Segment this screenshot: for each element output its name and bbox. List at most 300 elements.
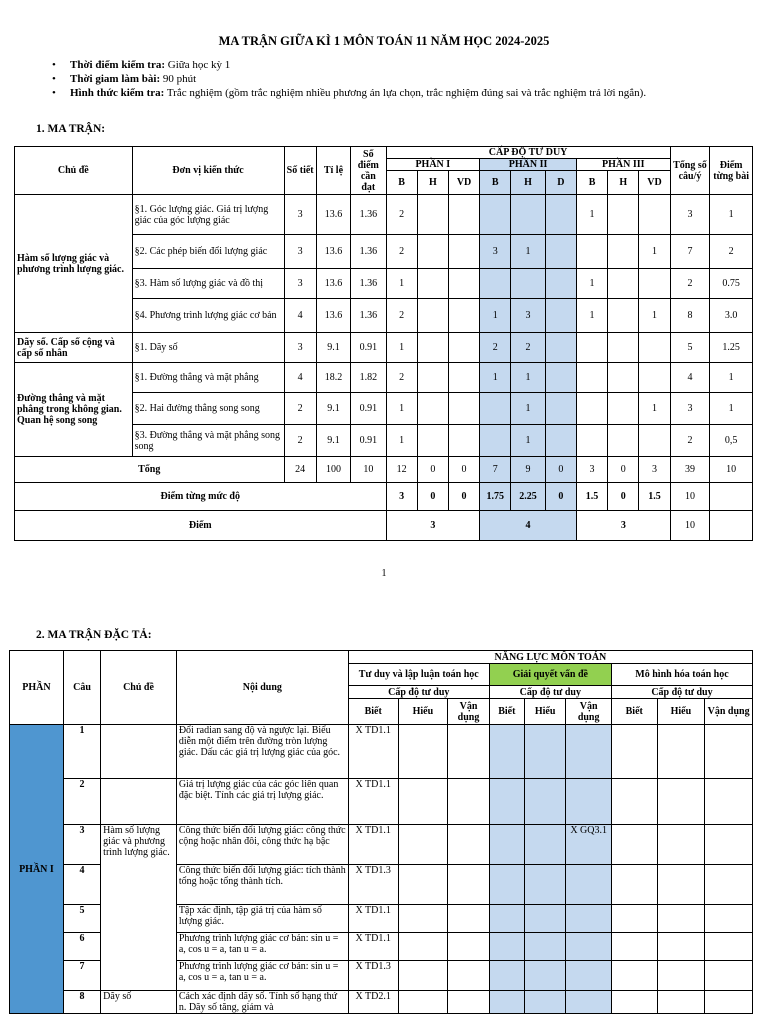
topic-empty-cell: [101, 725, 177, 779]
cell: 3: [670, 393, 710, 425]
section-heading-1: 1. MA TRẬN:: [36, 123, 106, 135]
cell: 0: [417, 483, 448, 511]
td-hieu: [398, 825, 448, 865]
gq-hieu: [524, 933, 565, 961]
col-nangluc: NĂNG LỰC MÔN TOÁN: [348, 651, 752, 664]
cell: 1: [639, 235, 670, 269]
cell: [608, 299, 639, 333]
sublevel-header: H: [417, 171, 448, 195]
sublevel-header: B: [386, 171, 417, 195]
col-chude: Chủ đề: [15, 147, 133, 195]
gq-biet: [489, 905, 524, 933]
mh-hieu: [657, 905, 705, 933]
cell: 4: [480, 511, 577, 541]
question-number: 1: [63, 725, 100, 779]
cell: 1: [480, 363, 511, 393]
cell: [576, 363, 607, 393]
td-biet: X TD2.1: [348, 991, 398, 1014]
cell: 13.6: [316, 299, 350, 333]
gq-vandung: [566, 961, 612, 991]
sub-biet: Biết: [611, 699, 657, 725]
mh-vandung: [705, 865, 753, 905]
col-phan: PHẦN: [10, 651, 64, 725]
sub-biet: Biết: [489, 699, 524, 725]
unit-cell: §3. Đường thẳng và mặt phẳng song song: [132, 425, 284, 457]
cell: 1.25: [710, 333, 753, 363]
content-cell: Phương trình lượng giác cơ bản: sin u = a, cos u = a, tan u = a.: [176, 933, 348, 961]
page-title: MA TRẬN GIỮA KÌ 1 MÔN TOÁN 11 NĂM HỌC 2024-2025: [218, 34, 550, 48]
td-vandung: [448, 961, 489, 991]
col-cau: Câu: [63, 651, 100, 725]
cell: [545, 333, 576, 363]
td-vandung: [448, 825, 489, 865]
cell: 3: [639, 457, 670, 483]
td-hieu: [398, 961, 448, 991]
gq-hieu: [524, 905, 565, 933]
cell: 24: [284, 457, 316, 483]
cell: [545, 425, 576, 457]
cell: [417, 363, 448, 393]
col-capdo-mh: Cấp độ tư duy: [611, 686, 752, 699]
cell: 9: [511, 457, 545, 483]
cell: 5: [670, 333, 710, 363]
topic-cell: Dãy số: [101, 991, 177, 1014]
cell: 1: [710, 363, 753, 393]
mh-biet: [611, 725, 657, 779]
mh-vandung: [705, 961, 753, 991]
cell: [448, 425, 479, 457]
gq-hieu: [524, 725, 565, 779]
cell: 0: [448, 483, 479, 511]
info-item: • Hình thức kiểm tra: Trắc nghiệm (gồm trắc nghiệm nhiều phương án lựa chọn, trắc nghiệm đúng sai và trắc nghiệm trả lời ngắn).: [52, 86, 646, 100]
td-hieu: [398, 991, 448, 1014]
cell: 9.1: [316, 333, 350, 363]
cell: 1.36: [351, 235, 386, 269]
sub-vandung: Vận dụng: [566, 699, 612, 725]
spec-table: [9, 650, 753, 1014]
td-biet: X TD1.3: [348, 961, 398, 991]
cell: 0,5: [710, 425, 753, 457]
col-capdo-td: Cấp độ tư duy: [348, 686, 489, 699]
cell: 2: [284, 393, 316, 425]
cell: 0.91: [351, 393, 386, 425]
sublevel-header: H: [511, 171, 545, 195]
cell: 1: [576, 269, 607, 299]
cell: [417, 425, 448, 457]
cell: 3: [284, 333, 316, 363]
td-hieu: [398, 725, 448, 779]
table-row: [15, 333, 753, 363]
cell: 3: [576, 511, 670, 541]
sublevel-header: D: [545, 171, 576, 195]
td-vandung: [448, 779, 489, 825]
table-row: [15, 195, 753, 235]
cell: [511, 195, 545, 235]
table-row: [10, 991, 753, 1014]
gq-vandung: X GQ3.1: [566, 825, 612, 865]
cell: 2: [670, 425, 710, 457]
cell: [417, 333, 448, 363]
col-tile: Tỉ lệ: [316, 147, 350, 195]
cell: 3: [284, 195, 316, 235]
unit-cell: §4. Phương trình lượng giác cơ bản: [132, 299, 284, 333]
cell: [576, 425, 607, 457]
gq-biet: [489, 933, 524, 961]
cell: 0.91: [351, 425, 386, 457]
td-biet: X TD1.1: [348, 825, 398, 865]
sub-vandung: Vận dụng: [705, 699, 753, 725]
sublevel-header: VD: [448, 171, 479, 195]
cell: 0: [608, 457, 639, 483]
cell: 3: [670, 195, 710, 235]
cell: 0.91: [351, 333, 386, 363]
content-cell: Tập xác định, tập giá trị của hàm số lượng giác.: [176, 905, 348, 933]
content-cell: Đổi radian sang độ và ngược lại. Biểu diễn một điểm trên đường tròn lượng giác. Dấu các giá trị lượng giác của góc.: [176, 725, 348, 779]
cell: [417, 393, 448, 425]
cell: [545, 299, 576, 333]
cell: 3: [386, 483, 417, 511]
info-item: • Thời điểm kiểm tra: Giữa học kỳ 1: [52, 58, 646, 72]
topic-cell: Hàm số lượng giác và phương trình lượng giác.: [15, 195, 133, 333]
cell: [639, 269, 670, 299]
question-number: 5: [63, 905, 100, 933]
topic-cell: Hàm số lượng giác và phương trình lượng giác.: [101, 825, 177, 991]
td-biet: X TD1.3: [348, 865, 398, 905]
content-cell: Phương trình lượng giác cơ bản: sin u = a, cos u = a, tan u = a.: [176, 961, 348, 991]
mh-hieu: [657, 725, 705, 779]
cell: 3: [576, 457, 607, 483]
cell: [545, 195, 576, 235]
cell: [545, 269, 576, 299]
cell: 12: [386, 457, 417, 483]
cell: 2.25: [511, 483, 545, 511]
sub-hieu: Hiểu: [524, 699, 565, 725]
cell: Tổng: [15, 457, 285, 483]
sublevel-header: VD: [639, 171, 670, 195]
col-sotiet: Số tiết: [284, 147, 316, 195]
unit-cell: §1. Đường thẳng và mặt phẳng: [132, 363, 284, 393]
sub-biet: Biết: [348, 699, 398, 725]
question-number: 3: [63, 825, 100, 865]
gq-vandung: [566, 991, 612, 1014]
table-row: [15, 363, 753, 393]
col-diem: Điểm từng bài: [710, 147, 753, 195]
td-vandung: [448, 991, 489, 1014]
mh-hieu: [657, 825, 705, 865]
cell: [639, 363, 670, 393]
cell: [448, 333, 479, 363]
mh-biet: [611, 779, 657, 825]
td-vandung: [448, 933, 489, 961]
topic-cell: Đường thẳng và mặt phẳng trong không gian. Quan hệ song song: [15, 363, 133, 457]
cell: 13.6: [316, 269, 350, 299]
info-list: [52, 58, 646, 100]
cell: [545, 235, 576, 269]
cell: [608, 425, 639, 457]
table-row: [10, 825, 753, 865]
content-cell: Giá trị lượng giác của các góc liên quan đặc biệt. Tính các giá trị lượng giác.: [176, 779, 348, 825]
cell: [511, 269, 545, 299]
cell: [417, 235, 448, 269]
col-phan2: PHẦN II: [480, 159, 577, 171]
cell: 10: [670, 483, 710, 511]
gq-vandung: [566, 725, 612, 779]
question-number: 2: [63, 779, 100, 825]
cell: 2: [670, 269, 710, 299]
cell: 1: [511, 363, 545, 393]
td-hieu: [398, 779, 448, 825]
cell: 1.36: [351, 269, 386, 299]
cell: 1: [576, 299, 607, 333]
mh-vandung: [705, 991, 753, 1014]
td-vandung: [448, 725, 489, 779]
mh-biet: [611, 825, 657, 865]
cell: [448, 393, 479, 425]
question-number: 7: [63, 961, 100, 991]
unit-cell: §2. Các phép biến đổi lượng giác: [132, 235, 284, 269]
cell: 13.6: [316, 235, 350, 269]
cell: [639, 195, 670, 235]
unit-cell: §3. Hàm số lượng giác và đồ thị: [132, 269, 284, 299]
col-chude2: Chủ đề: [101, 651, 177, 725]
cell: [545, 393, 576, 425]
cell: 2: [386, 235, 417, 269]
mh-vandung: [705, 825, 753, 865]
cell: 1.82: [351, 363, 386, 393]
col-tongcau: Tổng số câu/ý: [670, 147, 710, 195]
table-row: [10, 779, 753, 825]
cell: 4: [670, 363, 710, 393]
col-donvi: Đơn vị kiến thức: [132, 147, 284, 195]
total-row: [15, 457, 753, 483]
cell: 2: [284, 425, 316, 457]
cell: [480, 393, 511, 425]
cell: 1: [511, 393, 545, 425]
gq-biet: [489, 779, 524, 825]
cell: [480, 269, 511, 299]
cell: 3.0: [710, 299, 753, 333]
td-biet: X TD1.1: [348, 905, 398, 933]
cell: 1: [511, 235, 545, 269]
topic-cell: Dãy số. Cấp số cộng và cấp số nhân: [15, 333, 133, 363]
mh-vandung: [705, 905, 753, 933]
cell: [480, 425, 511, 457]
cell: [417, 269, 448, 299]
cell: 1: [386, 333, 417, 363]
cell: 3: [480, 235, 511, 269]
cell: 1.36: [351, 195, 386, 235]
td-vandung: [448, 865, 489, 905]
mh-biet: [611, 991, 657, 1014]
gq-biet: [489, 825, 524, 865]
sub-hieu: Hiểu: [657, 699, 705, 725]
sublevel-header: B: [480, 171, 511, 195]
gq-vandung: [566, 865, 612, 905]
td-hieu: [398, 933, 448, 961]
cell: 1: [386, 393, 417, 425]
td-vandung: [448, 905, 489, 933]
cell: [576, 235, 607, 269]
cell: [448, 235, 479, 269]
mh-biet: [611, 905, 657, 933]
cell: [480, 195, 511, 235]
cell: [576, 393, 607, 425]
sublevel-header: H: [608, 171, 639, 195]
cell: 4: [284, 299, 316, 333]
cell: 9.1: [316, 393, 350, 425]
cell: 2: [386, 195, 417, 235]
col-mhh: Mô hình hóa toán học: [611, 664, 752, 686]
cell: [710, 483, 753, 511]
cell: 0: [545, 457, 576, 483]
mh-hieu: [657, 933, 705, 961]
cell: 18.2: [316, 363, 350, 393]
info-item: • Thời giam làm bài: 90 phút: [52, 72, 646, 86]
cell: [417, 299, 448, 333]
cell: [576, 333, 607, 363]
td-biet: X TD1.1: [348, 779, 398, 825]
cell: 1: [386, 425, 417, 457]
cell: [639, 425, 670, 457]
col-phan3: PHẦN III: [576, 159, 670, 171]
gq-vandung: [566, 779, 612, 825]
matrix-table: [14, 146, 753, 541]
cell: [608, 363, 639, 393]
cell: 1: [386, 269, 417, 299]
sublevel-header: B: [576, 171, 607, 195]
cell: 0: [545, 483, 576, 511]
cell: 1: [710, 195, 753, 235]
gq-hieu: [524, 865, 565, 905]
cell: 0: [417, 457, 448, 483]
mh-vandung: [705, 779, 753, 825]
gq-biet: [489, 961, 524, 991]
col-noidung: Nội dung: [176, 651, 348, 725]
cell: 1: [639, 393, 670, 425]
gq-biet: [489, 991, 524, 1014]
cell: 10: [351, 457, 386, 483]
cell: 3: [386, 511, 480, 541]
page-number: 1: [381, 568, 387, 579]
cell: Điểm: [15, 511, 387, 541]
cell: 1: [480, 299, 511, 333]
col-capdo-gq: Cấp độ tư duy: [489, 686, 611, 699]
td-biet: X TD1.1: [348, 933, 398, 961]
cell: 7: [670, 235, 710, 269]
unit-cell: §1. Dãy số: [132, 333, 284, 363]
cell: 0.75: [710, 269, 753, 299]
cell: [608, 269, 639, 299]
cell: 1: [639, 299, 670, 333]
gq-hieu: [524, 825, 565, 865]
cell: 3: [284, 269, 316, 299]
cell: 1.36: [351, 299, 386, 333]
cell: 10: [710, 457, 753, 483]
cell: 1: [576, 195, 607, 235]
cell: [608, 235, 639, 269]
cell: 3: [284, 235, 316, 269]
cell: 10: [670, 511, 710, 541]
cell: 100: [316, 457, 350, 483]
topic-empty-cell: [101, 779, 177, 825]
cell: [608, 195, 639, 235]
cell: 7: [480, 457, 511, 483]
cell: 13.6: [316, 195, 350, 235]
cell: [608, 333, 639, 363]
cell: 1.5: [576, 483, 607, 511]
mh-biet: [611, 933, 657, 961]
cell: 4: [284, 363, 316, 393]
cell: 2: [386, 363, 417, 393]
cell: [448, 299, 479, 333]
mh-vandung: [705, 933, 753, 961]
mh-hieu: [657, 779, 705, 825]
cell: 3: [511, 299, 545, 333]
col-tuduy: Tư duy và lập luận toán học: [348, 664, 489, 686]
cell: 2: [480, 333, 511, 363]
cell: 2: [386, 299, 417, 333]
section-heading-2: 2. MA TRẬN ĐẶC TẢ:: [36, 629, 152, 641]
phan-cell: PHẦN I: [10, 725, 64, 1014]
mh-biet: [611, 961, 657, 991]
cell: [545, 363, 576, 393]
content-cell: Công thức biến đổi lượng giác: tích thành tổng hoặc tổng thành tích.: [176, 865, 348, 905]
cell: 0: [608, 483, 639, 511]
cell: 1: [710, 393, 753, 425]
td-hieu: [398, 865, 448, 905]
cell: [710, 511, 753, 541]
gq-biet: [489, 725, 524, 779]
cell: 0: [448, 457, 479, 483]
cell: 8: [670, 299, 710, 333]
mh-hieu: [657, 865, 705, 905]
td-biet: X TD1.1: [348, 725, 398, 779]
question-number: 6: [63, 933, 100, 961]
gq-biet: [489, 865, 524, 905]
cell: 1: [511, 425, 545, 457]
col-sodiem: Số điểm cần đạt: [351, 147, 386, 195]
table-row: [10, 725, 753, 779]
cell: 1.75: [480, 483, 511, 511]
content-cell: Công thức biến đổi lượng giác: công thức cộng hoặc nhân đôi, công thức hạ bậc: [176, 825, 348, 865]
cell: [608, 393, 639, 425]
mh-biet: [611, 865, 657, 905]
sub-vandung: Vận dụng: [448, 699, 489, 725]
question-number: 8: [63, 991, 100, 1014]
unit-cell: §1. Góc lượng giác. Giá trị lượng giác của góc lượng giác: [132, 195, 284, 235]
gq-hieu: [524, 961, 565, 991]
unit-cell: §2. Hai đường thẳng song song: [132, 393, 284, 425]
mh-hieu: [657, 991, 705, 1014]
gq-hieu: [524, 991, 565, 1014]
point-row: [15, 511, 753, 541]
cell: [448, 195, 479, 235]
cell: 2: [511, 333, 545, 363]
cell: 1.5: [639, 483, 670, 511]
sub-hieu: Hiểu: [398, 699, 448, 725]
cell: [639, 333, 670, 363]
col-gqvd: Giải quyết vấn đề: [489, 664, 611, 686]
td-hieu: [398, 905, 448, 933]
question-number: 4: [63, 865, 100, 905]
gq-vandung: [566, 933, 612, 961]
level-row: [15, 483, 753, 511]
cell: Điểm từng mức độ: [15, 483, 387, 511]
mh-hieu: [657, 961, 705, 991]
gq-vandung: [566, 905, 612, 933]
cell: 9.1: [316, 425, 350, 457]
cell: [417, 195, 448, 235]
